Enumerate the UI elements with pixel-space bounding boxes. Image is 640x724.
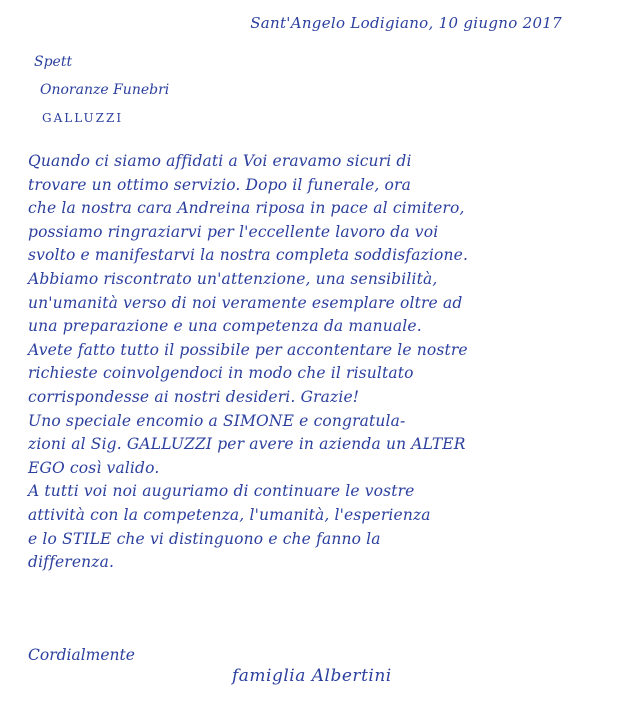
- body-line: Abbiamo riscontrato un'attenzione, una sensibilità,: [28, 269, 438, 288]
- salutation: Spett: [34, 54, 73, 70]
- recipient-name: GALLUZZI: [42, 111, 124, 125]
- body-line: possiamo ringraziarvi per l'eccellente lavoro da voi: [28, 222, 439, 241]
- body-line: e lo STILE che vi distinguono e che fanno la: [28, 529, 381, 548]
- body-line: attività con la competenza, l'umanità, l'esperienza: [28, 505, 431, 524]
- body-line: differenza.: [28, 553, 115, 572]
- body-line: Quando ci siamo affidati a Voi eravamo sicuri di: [28, 152, 412, 170]
- body-line: una preparazione e una competenza da manuale.: [28, 317, 422, 336]
- body-line: richieste coinvolgendoci in modo che il risultato: [28, 364, 414, 383]
- body-line: un'umanità verso di noi veramente esemplare oltre ad: [28, 293, 463, 312]
- place-date: Sant'Angelo Lodigiano, 10 giugno 2017: [250, 14, 562, 32]
- body-line: che la nostra cara Andreina riposa in pace al cimitero,: [28, 199, 465, 218]
- recipient-block: [34, 48, 169, 132]
- body-line: trovare un ottimo servizio. Dopo il funerale, ora: [28, 175, 411, 194]
- letter-body: [28, 150, 608, 575]
- body-line: Avete fatto tutto il possibile per accontentare le nostre: [28, 340, 468, 359]
- body-line: corrispondesse ai nostri desideri. Grazie!: [28, 387, 360, 406]
- recipient-company: Onoranze Funebri: [40, 82, 170, 98]
- closing: Cordialmente: [28, 646, 135, 664]
- body-line: Uno speciale encomio a SIMONE e congratula-: [28, 411, 406, 430]
- body-line: zioni al Sig. GALLUZZI per avere in azienda un ALTER: [28, 435, 466, 454]
- body-line: A tutti voi noi auguriamo di continuare le vostre: [28, 482, 415, 501]
- signature: famiglia Albertini: [232, 666, 392, 686]
- body-line: EGO così valido.: [28, 458, 160, 477]
- body-line: svolto e manifestarvi la nostra completa soddisfazione.: [28, 246, 469, 265]
